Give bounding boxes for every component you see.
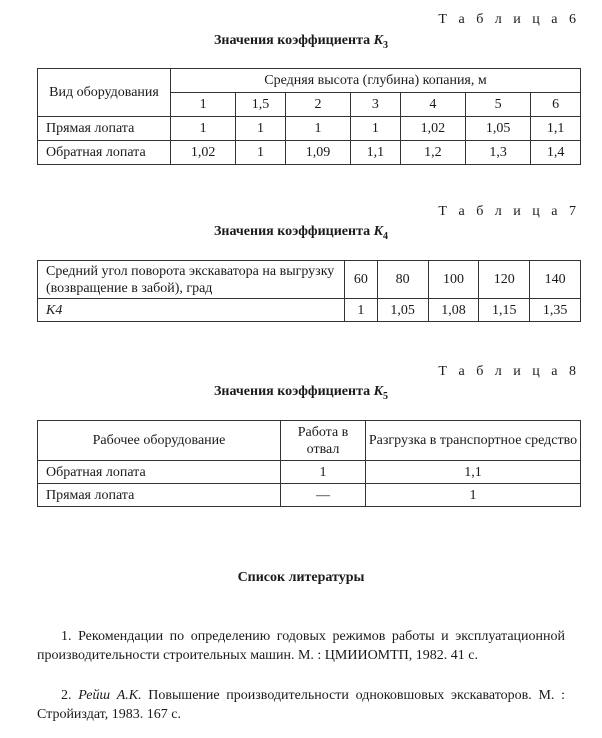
cell: 1,02 <box>171 141 236 165</box>
header-height-span: Средняя высота (глубина) копания, м <box>171 69 581 93</box>
header-dump: Работа в отвал <box>281 421 366 461</box>
table-7-caption <box>0 224 602 242</box>
cell: 1,1 <box>366 461 581 484</box>
angle-header: 120 <box>479 261 530 299</box>
table-row <box>38 484 581 507</box>
angle-header: 60 <box>345 261 378 299</box>
table-6-label: Т а б л и ц а 6 <box>438 12 580 27</box>
cell: 1,02 <box>400 117 465 141</box>
angle-header: 80 <box>377 261 428 299</box>
height-header: 1 <box>171 93 236 117</box>
cell: 1 <box>345 299 378 322</box>
cell: 1 <box>171 117 236 141</box>
reference-text: Рекомендации по определению годовых режимов работы и эксплуатационной производительности строительных машин. М. : ЦМИИОМТП, 1982. 41 с. <box>37 629 566 663</box>
table-row <box>38 117 581 141</box>
angle-header: 100 <box>428 261 479 299</box>
table-7 <box>37 260 581 322</box>
cell: 1 <box>281 461 366 484</box>
height-header: 6 <box>531 93 581 117</box>
height-header: 2 <box>285 93 350 117</box>
height-header: 4 <box>400 93 465 117</box>
header-angle: Средний угол поворота экскаватора на выгрузку (возвращение в забой), град <box>38 261 345 299</box>
caption-subscript: 5 <box>382 390 388 402</box>
cell: — <box>281 484 366 507</box>
reference-text: Повышение производительности одноковшовых экскаваторов. М. : Стройиздат, 1983. 167 с. <box>37 688 566 722</box>
reference-item <box>37 686 565 724</box>
table-7-label: Т а б л и ц а 7 <box>438 204 580 219</box>
cell: 1,1 <box>531 117 581 141</box>
cell: 1 <box>366 484 581 507</box>
cell: 1,35 <box>530 299 581 322</box>
caption-text: Значения коэффициента <box>214 384 374 399</box>
cell: 1,05 <box>377 299 428 322</box>
cell: 1,15 <box>479 299 530 322</box>
row-label: Прямая лопата <box>38 484 281 507</box>
caption-text: Значения коэффициента <box>214 224 374 239</box>
cell: 1,1 <box>351 141 401 165</box>
cell: 1,08 <box>428 299 479 322</box>
table-row <box>38 141 581 165</box>
row-label: Обратная лопата <box>38 141 171 165</box>
reference-author: Рейш А.К. <box>78 688 142 703</box>
cell: 1 <box>236 141 286 165</box>
row-label: Прямая лопата <box>38 117 171 141</box>
table-row <box>38 299 581 322</box>
caption-text: Значения коэффициента <box>214 33 374 48</box>
cell: 1,05 <box>465 117 530 141</box>
height-header: 1,5 <box>236 93 286 117</box>
cell: 1 <box>285 117 350 141</box>
table-8 <box>37 420 581 507</box>
reference-item <box>37 627 565 665</box>
header-equipment: Вид оборудования <box>38 69 171 117</box>
cell: 1 <box>236 117 286 141</box>
header-transport: Разгрузка в транспортное средство <box>366 421 581 461</box>
table-8-caption <box>0 384 602 402</box>
height-header: 3 <box>351 93 401 117</box>
caption-subscript: 3 <box>382 39 388 51</box>
table-8-label: Т а б л и ц а 8 <box>438 364 580 379</box>
row-label: K4 <box>38 299 345 322</box>
table-6 <box>37 68 581 165</box>
cell: 1,2 <box>400 141 465 165</box>
caption-symbol: K <box>373 384 383 399</box>
caption-symbol: K <box>373 224 383 239</box>
angle-header: 140 <box>530 261 581 299</box>
caption-subscript: 4 <box>382 230 388 242</box>
table-row <box>38 461 581 484</box>
cell: 1,4 <box>531 141 581 165</box>
caption-symbol: K <box>373 33 383 48</box>
reference-number: 1. <box>61 629 72 644</box>
references-title: Список литературы <box>237 570 365 585</box>
row-label: Обратная лопата <box>38 461 281 484</box>
table-6-caption <box>0 33 602 51</box>
cell: 1,09 <box>285 141 350 165</box>
header-equipment: Рабочее оборудование <box>38 421 281 461</box>
cell: 1 <box>351 117 401 141</box>
reference-number: 2. <box>61 688 72 703</box>
cell: 1,3 <box>465 141 530 165</box>
height-header: 5 <box>465 93 530 117</box>
